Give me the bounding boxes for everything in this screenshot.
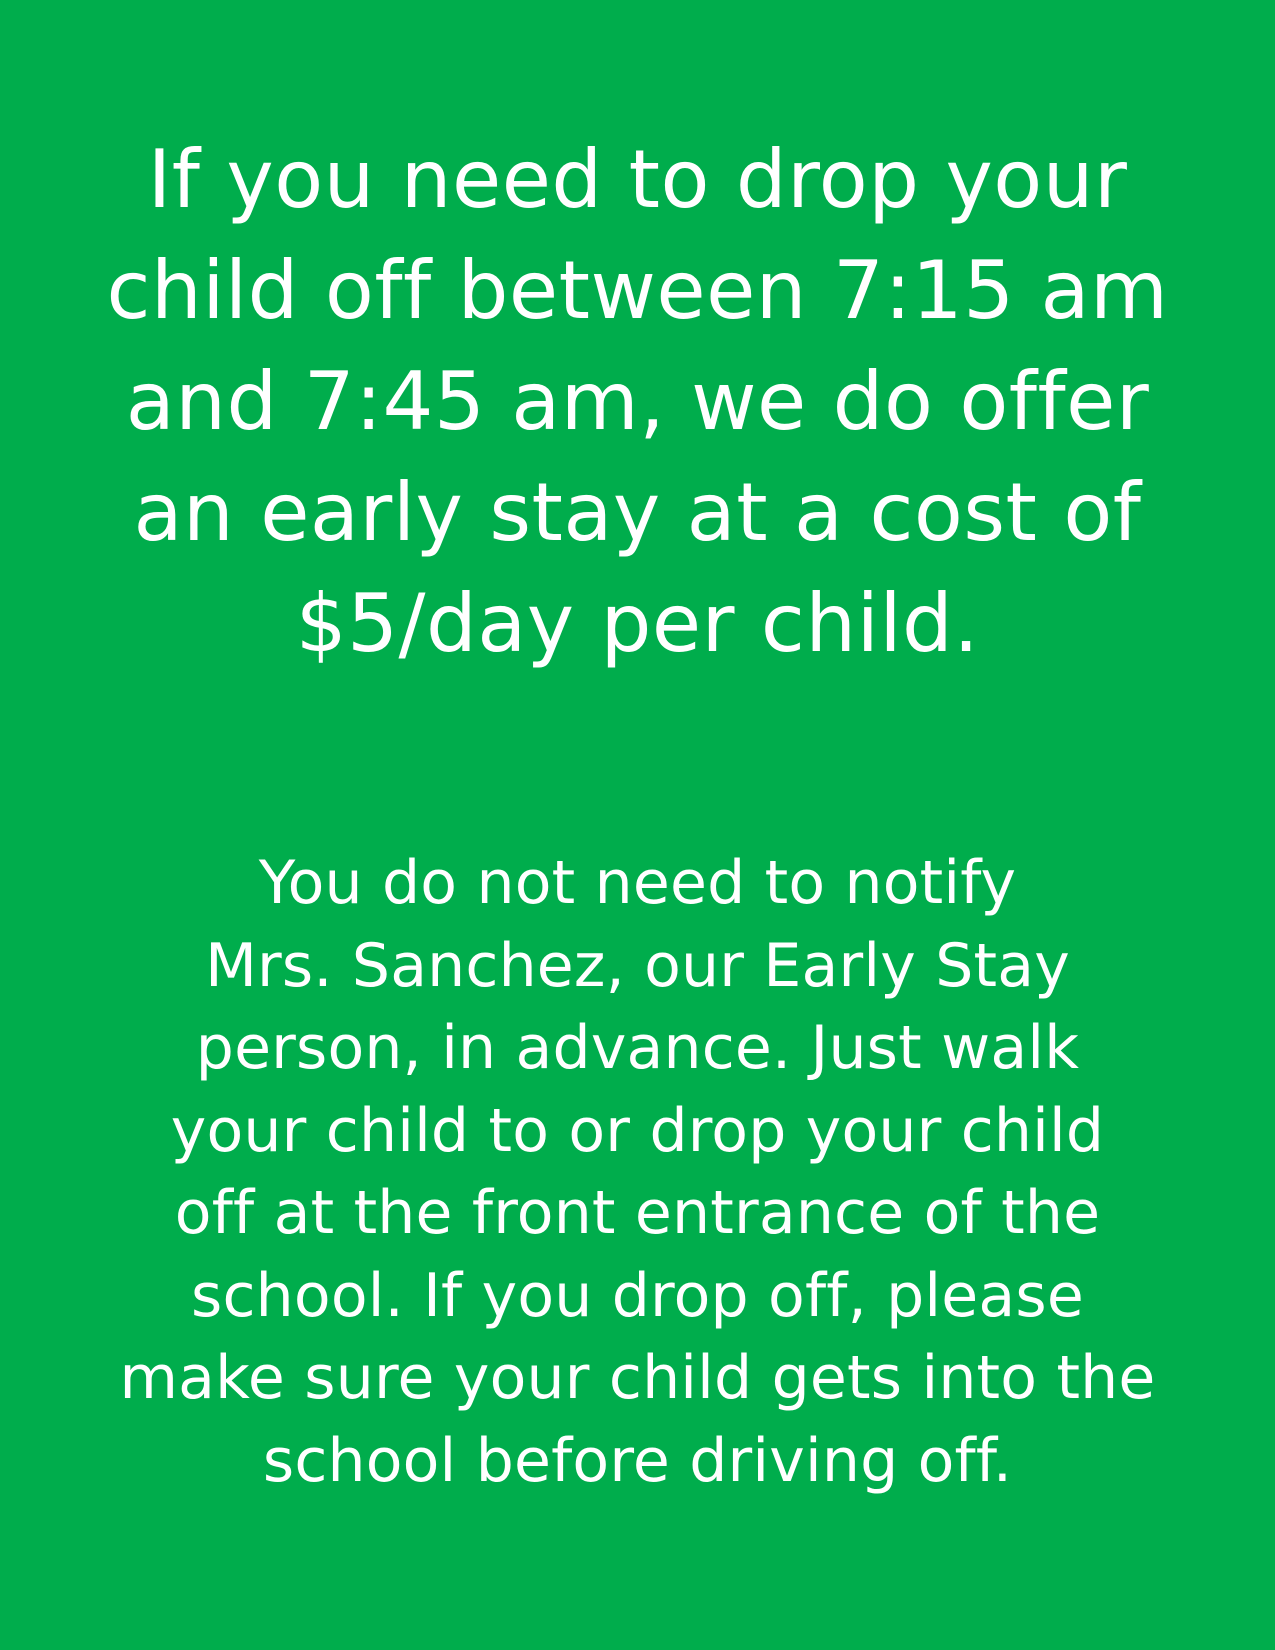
body-line: school. If you drop off, please	[191, 1260, 1084, 1331]
headline-line: an early stay at a cost of	[133, 466, 1142, 559]
body-line: your child to or drop your child	[170, 1095, 1105, 1166]
body-line: make sure your child gets into the	[119, 1343, 1156, 1413]
headline-line: child off between 7:15 am	[106, 244, 1169, 337]
headline-line: If you need to drop your	[147, 133, 1128, 226]
body-line: school before driving off.	[262, 1425, 1013, 1496]
body-paragraph	[0, 842, 1275, 1502]
headline-line: $5/day per child.	[295, 577, 980, 670]
headline	[0, 124, 1275, 679]
body-line: off at the front entrance of the	[174, 1178, 1101, 1248]
body-line: person, in advance. Just walk	[195, 1013, 1080, 1083]
headline-line: and 7:45 am, we do offer	[125, 355, 1150, 448]
body-line: Mrs. Sanchez, our Early Stay	[205, 930, 1070, 1001]
body-line: You do not need to notify	[258, 848, 1017, 918]
